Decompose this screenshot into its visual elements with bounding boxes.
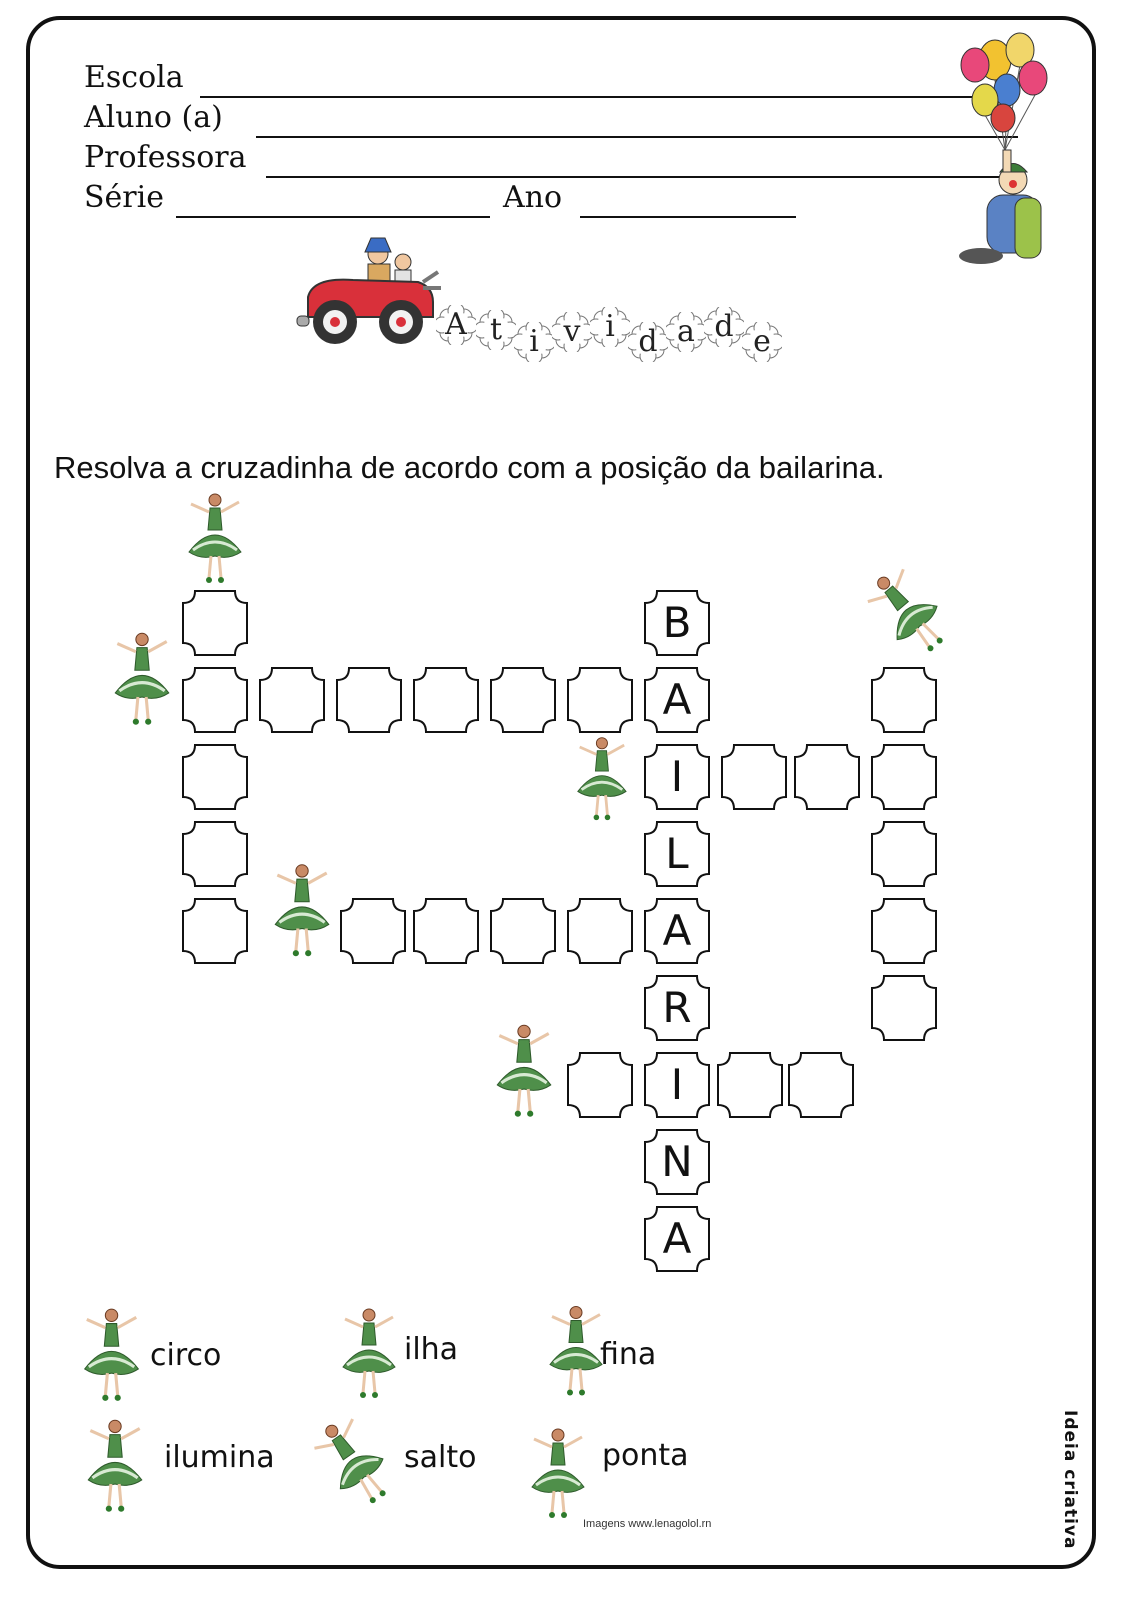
crossword-cell-bailarina — [644, 590, 710, 656]
crossword-cell-row-bottom[interactable] — [567, 1052, 633, 1118]
title-letter-cloud — [742, 322, 782, 362]
instruction-text: Resolva a cruzadinha de acordo com a posição da bailarina. — [54, 450, 885, 485]
given-letter: R — [662, 983, 692, 1032]
title-letter: v — [563, 314, 581, 349]
school-label: Escola — [84, 60, 184, 95]
crossword-cell-row-lower[interactable] — [413, 898, 479, 964]
crossword-cell-bailarina — [644, 898, 710, 964]
brand-logo: Ideia criativa — [1060, 1410, 1080, 1550]
grade-line[interactable] — [176, 216, 490, 218]
title-letter: d — [714, 309, 734, 344]
title-letter: e — [753, 324, 771, 359]
word-bank-item-circo: circo — [150, 1338, 222, 1373]
teacher-label: Professora — [84, 140, 247, 175]
given-letter: A — [662, 1214, 692, 1263]
ballerina-icon — [487, 1010, 559, 1130]
crossword-cell-row-top[interactable] — [259, 667, 325, 733]
given-letter: L — [665, 829, 689, 878]
student-label: Aluno (a) — [84, 100, 223, 135]
title-letter-cloud — [436, 305, 476, 345]
ballerina-icon — [265, 852, 337, 967]
given-letter: N — [661, 1137, 693, 1186]
title-letter: i — [529, 324, 539, 359]
title-letter-cloud — [666, 312, 706, 352]
crossword-cell-row-bottom[interactable] — [717, 1052, 783, 1118]
title-letter-cloud — [628, 322, 668, 362]
crossword-cell-right-column[interactable] — [871, 975, 937, 1041]
crossword-cell-left-column[interactable] — [182, 821, 248, 887]
crossword-cell-row-top[interactable] — [413, 667, 479, 733]
title-letter-cloud — [704, 307, 744, 347]
crossword-cell-row-bottom[interactable] — [788, 1052, 854, 1118]
ballerina-icon — [522, 1415, 592, 1530]
crossword-cell-row-top[interactable] — [567, 667, 633, 733]
year-label: Ano — [503, 180, 563, 215]
crossword-cell-row-lower[interactable] — [567, 898, 633, 964]
crossword-cell-bailarina — [644, 1129, 710, 1195]
crossword-cell-bailarina — [644, 1052, 710, 1118]
crossword-cell-row-lower[interactable] — [340, 898, 406, 964]
title-letter-cloud — [514, 322, 554, 362]
balloons-clown-icon — [945, 20, 1060, 270]
crossword-cell-row-top[interactable] — [336, 667, 402, 733]
word-bank-item-fina: fina — [600, 1337, 657, 1372]
title-letter-cloud — [590, 307, 630, 347]
crossword-cell-right-column[interactable] — [871, 667, 937, 733]
given-letter: A — [662, 675, 692, 724]
grade-label: Série — [84, 180, 164, 215]
crossword-cell-bailarina — [644, 975, 710, 1041]
title-letter-cloud — [476, 310, 516, 350]
title-letter: t — [489, 312, 503, 347]
ballerina-icon — [73, 1305, 148, 1403]
crossword-cell-right-column[interactable] — [871, 744, 937, 810]
student-line[interactable] — [256, 136, 1018, 138]
crossword-cell-row-middle[interactable] — [721, 744, 787, 810]
crossword-cell-bailarina — [644, 821, 710, 887]
teacher-line[interactable] — [266, 176, 1018, 178]
word-bank-item-ilha: ilha — [404, 1332, 459, 1367]
title-letter: d — [638, 324, 658, 359]
title-letter: a — [677, 314, 695, 349]
crossword-cell-left-column[interactable] — [182, 667, 248, 733]
title-letter: i — [605, 309, 615, 344]
word-bank-item-ilumina: ilumina — [164, 1440, 275, 1475]
word-bank-item-ponta: ponta — [602, 1438, 689, 1473]
title-letter-cloud — [552, 312, 592, 352]
crossword-cell-right-column[interactable] — [871, 821, 937, 887]
word-bank-item-salto: salto — [404, 1440, 477, 1475]
ballerina-icon — [105, 628, 177, 728]
ballerina-icon — [78, 1415, 150, 1515]
crossword-cell-bailarina — [644, 1206, 710, 1272]
given-letter: I — [670, 1060, 684, 1109]
crossword-cell-right-column[interactable] — [871, 898, 937, 964]
given-letter: B — [662, 598, 692, 647]
clown-car-icon — [293, 232, 443, 352]
crossword-cell-bailarina — [644, 744, 710, 810]
crossword-cell-left-column[interactable] — [182, 744, 248, 810]
ballerina-icon — [333, 1305, 403, 1400]
crossword-cell-row-lower[interactable] — [490, 898, 556, 964]
image-credit: Imagens www.lenagolol.rn — [583, 1518, 712, 1530]
title-letter: A — [445, 307, 467, 342]
school-line[interactable] — [200, 96, 990, 98]
crossword-cell-row-top[interactable] — [490, 667, 556, 733]
year-line[interactable] — [580, 216, 796, 218]
ballerina-icon — [568, 734, 634, 822]
crossword-cell-bailarina — [644, 667, 710, 733]
ballerina-icon — [178, 490, 250, 585]
crossword-cell-left-column[interactable] — [182, 898, 248, 964]
crossword-cell-left-column[interactable] — [182, 590, 248, 656]
crossword-cell-row-middle[interactable] — [794, 744, 860, 810]
given-letter: I — [670, 752, 684, 801]
given-letter: A — [662, 906, 692, 955]
